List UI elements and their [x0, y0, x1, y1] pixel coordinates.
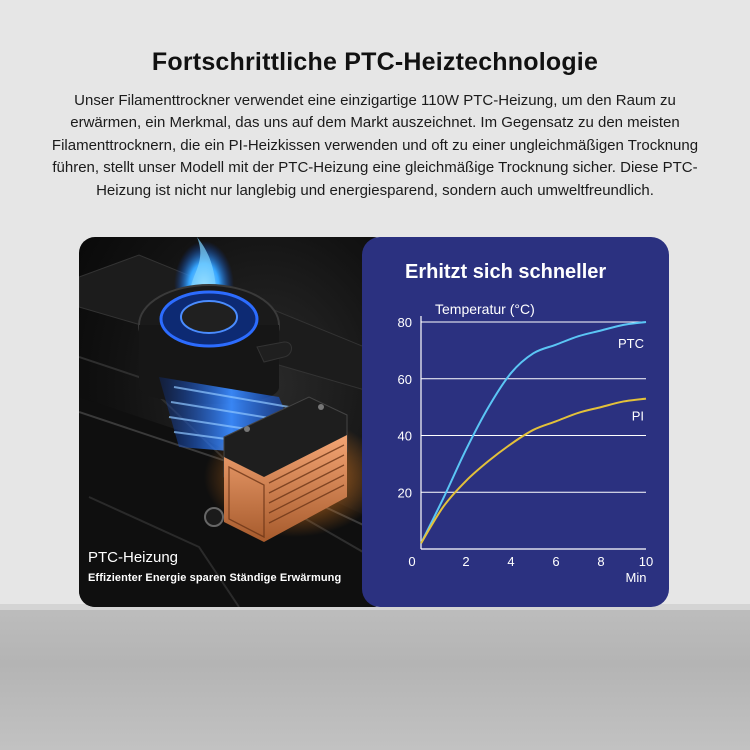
ptc-heater-label: PTC-Heizung	[88, 549, 179, 566]
series-line-ptc	[421, 322, 646, 543]
x-tick-label: 0	[408, 554, 416, 569]
series-line-pi	[421, 399, 646, 544]
gridlines	[421, 322, 646, 492]
x-tick-label: 8	[597, 554, 605, 569]
temperature-line-chart	[362, 237, 669, 607]
series-label-pi: PI	[631, 408, 644, 424]
series-lines	[421, 322, 646, 543]
y-tick-label: 40	[397, 428, 412, 444]
x-tick-label: 2	[462, 554, 470, 569]
tick-labels	[398, 315, 654, 569]
y-tick-label: 20	[397, 485, 412, 501]
ptc-heater-subtitle: Effizienter Energie sparen Ständige Erwärmung	[88, 572, 342, 584]
ptc-heater-photo	[79, 237, 389, 607]
y-tick-label: 80	[397, 315, 412, 330]
floor-background	[0, 607, 750, 750]
x-tick-label: 6	[552, 554, 560, 569]
x-tick-label: 10	[638, 554, 654, 569]
series-labels	[618, 336, 644, 424]
heating-chart-card	[362, 237, 669, 607]
x-axis-label: Min	[625, 570, 647, 585]
series-label-ptc: PTC	[618, 336, 644, 351]
page-title: Fortschrittliche PTC-Heiztechnologie	[151, 48, 599, 76]
description-paragraph: Unser Filamenttrockner verwendet eine einzigartige 110W PTC-Heizung, um den Raum zu erwärmen, ein Merkmal, das uns auf dem Markt auszeichnet. Im Gegensatz zu den meisten Filamenttrocknern, die ein PI-Heizkissen verwenden und oft zu einer ungleichmäßigen Trocknung führen, stellt unser Modell mit der PTC-Heizung eine gleichmäßige Trocknung sicher. Diese PTC-Heizung ist nicht nur langlebig und energiesparend, sondern auch umweltfreundlich.	[51, 92, 699, 199]
y-axis-label: Temperatur (°C)	[435, 301, 535, 317]
x-tick-label: 4	[507, 554, 515, 569]
y-tick-label: 60	[397, 371, 412, 387]
chart-title: Erhitzt sich schneller	[405, 261, 607, 283]
